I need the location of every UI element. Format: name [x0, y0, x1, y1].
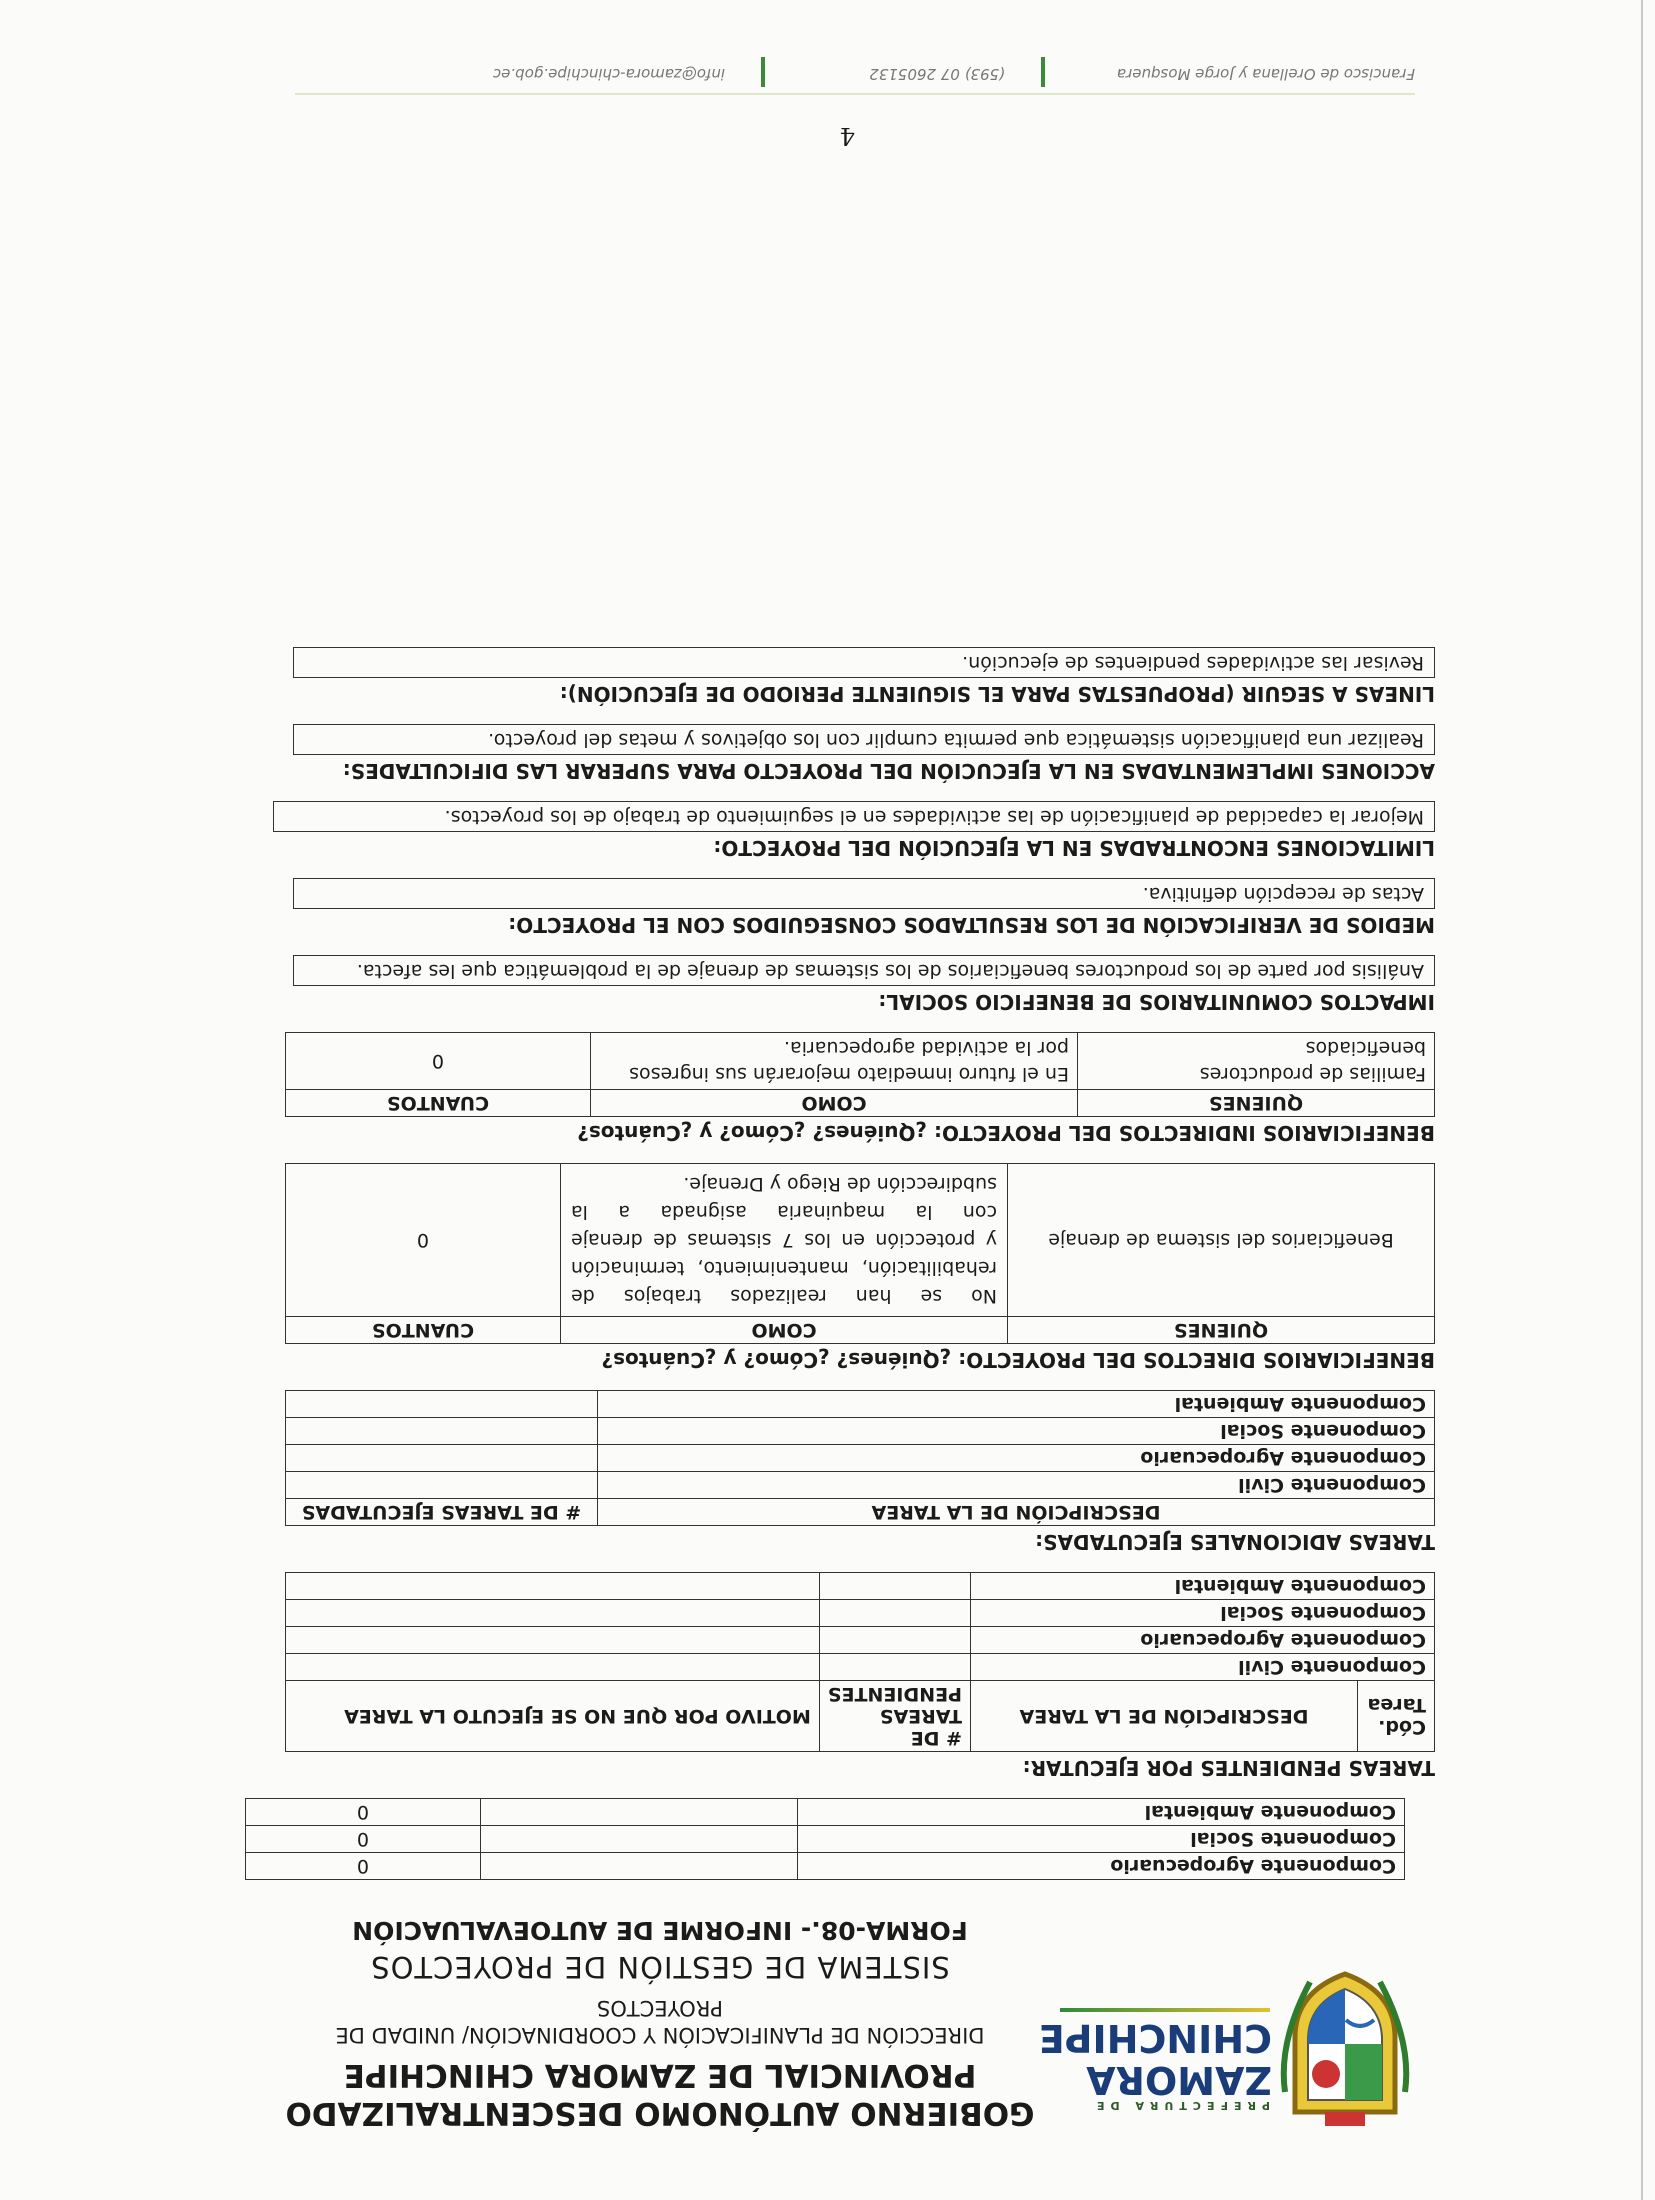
col-header-pending-count: # DE TAREAS PENDIENTES	[819, 1681, 970, 1752]
col-header-description: DESCRIPCIÓN DE LA TAREA	[598, 1499, 1435, 1526]
empty-cell	[286, 1391, 598, 1418]
additional-tasks-table	[285, 1390, 1435, 1526]
empty-cell	[286, 1573, 820, 1600]
value-cell: 0	[246, 1826, 481, 1853]
component-cell: Componente Agropecuario	[598, 1445, 1435, 1472]
coat-of-arms-icon	[1280, 1967, 1410, 2132]
empty-cell	[286, 1654, 820, 1681]
who-cell: Beneficiarios del sistema de drenaje	[1008, 1164, 1435, 1317]
col-header-code: Cód. Tarea	[1358, 1681, 1435, 1752]
empty-cell	[286, 1600, 820, 1627]
table-row	[286, 1654, 1435, 1681]
table-row	[246, 1799, 1405, 1826]
component-cell: Componente Ambiental	[598, 1391, 1435, 1418]
scan-edge	[1641, 0, 1643, 2200]
table-row	[286, 1391, 1435, 1418]
component-cell: Componente Civil	[598, 1472, 1435, 1499]
table-row	[286, 1627, 1435, 1654]
footer-address: Francisco de Orellana y Jorge Mosquera	[1116, 65, 1415, 83]
footer-separator	[761, 57, 765, 87]
component-cell: Componente Social	[798, 1826, 1405, 1853]
col-header-who: QUIENES	[1008, 1317, 1435, 1344]
component-cell: Componente Ambiental	[798, 1799, 1405, 1826]
count-cell: 0	[286, 1033, 591, 1090]
summary-table	[245, 1798, 1405, 1880]
table-row	[286, 1573, 1435, 1600]
prefecture-logo	[1038, 1940, 1410, 2140]
form-title: FORMA-08.- INFORME DE AUTOEVALUACIÓN	[352, 1916, 968, 1945]
government-title: GOBIERNO AUTÓNOMO DESCENTRALIZADO PROVINCIAL DE ZAMORA CHINCHIPE	[285, 2057, 1035, 2131]
col-header-how: COMO	[561, 1317, 1008, 1344]
empty-cell	[481, 1853, 798, 1880]
empty-cell	[819, 1573, 970, 1600]
page-header	[260, 1880, 1410, 2140]
pending-tasks-table	[285, 1572, 1435, 1752]
footer-email: info@zamora-chinchipe.gob.ec	[492, 65, 725, 83]
table-row	[286, 1600, 1435, 1627]
col-header-how-many: CUANTOS	[286, 1317, 561, 1344]
footer-separator	[1041, 57, 1045, 87]
indirect-beneficiaries-table	[285, 1032, 1435, 1117]
direct-beneficiaries-title: BENEFICIARIOS DIRECTOS DEL PROYECTO: ¿Quiénes? ¿Cómo? y ¿Cuántos?	[601, 1348, 1435, 1372]
empty-cell	[481, 1826, 798, 1853]
footer-phone: (593) 07 2605132	[869, 65, 1005, 83]
component-cell: Componente Social	[598, 1418, 1435, 1445]
system-title: SISTEMA DE GESTIÓN DE PROYECTOS	[370, 1950, 950, 1984]
form-content	[240, 647, 1435, 1880]
verification-text: Actas de recepción definitiva.	[293, 878, 1435, 909]
logo-prefectura-text: PREFECTURA DE	[1090, 2099, 1270, 2112]
component-cell: Componente Civil	[971, 1654, 1435, 1681]
value-cell: 0	[246, 1799, 481, 1826]
pending-tasks-title: TAREAS PENDIENTES POR EJECUTAR:	[1022, 1756, 1435, 1780]
department-title: DIRECCIÓN DE PLANIFICACIÓN Y COORDINACIÓN/ UNIDAD DE PROYECTOS	[335, 1996, 985, 2047]
col-header-reason: MOTIVO POR QUE NO SE EJECUTO LA TAREA	[286, 1681, 820, 1752]
empty-cell	[819, 1654, 970, 1681]
empty-cell	[286, 1627, 820, 1654]
empty-cell	[286, 1418, 598, 1445]
empty-cell	[481, 1799, 798, 1826]
empty-cell	[286, 1445, 598, 1472]
component-cell: Componente Ambiental	[971, 1573, 1435, 1600]
component-cell: Componente Agropecuario	[971, 1627, 1435, 1654]
page-number: 4	[839, 122, 855, 150]
table-row	[286, 1472, 1435, 1499]
verification-title: MEDIOS DE VERIFICACIÓN DE LOS RESULTADOS CONSEGUIDOS CON EL PROYECTO:	[508, 913, 1435, 937]
table-row	[286, 1164, 1435, 1317]
limitations-title: LIMITACIONES ENCONTRADAS EN LA EJECUCIÓN DEL PROYECTO:	[713, 836, 1435, 860]
how-cell: En el futuro inmediato mejorarán sus ingresos por la actividad agropecuaria.	[591, 1033, 1078, 1090]
logo-zamora-text: ZAMORA	[1086, 2058, 1272, 2102]
empty-cell	[819, 1627, 970, 1654]
community-impacts-text: Análisis por parte de los productores beneficiarios de los sistemas de drenaje de la problemática que les afecta.	[293, 955, 1435, 986]
next-period-title: LINEAS A SEGUIR (PROPUESTAS PARA EL SIGUIENTE PERIODO DE EJECUCIÓN):	[559, 682, 1435, 706]
table-row	[246, 1826, 1405, 1853]
empty-cell	[286, 1472, 598, 1499]
table-header-row	[286, 1317, 1435, 1344]
component-cell: Componente Agropecuario	[798, 1853, 1405, 1880]
limitations-text: Mejorar la capacidad de planificación de las actividades en el seguimiento de trabajo de los proyectos.	[273, 801, 1435, 832]
next-period-text: Revisar las actividades pendientes de ejecución.	[293, 647, 1435, 678]
component-cell: Componente Social	[971, 1600, 1435, 1627]
table-row	[246, 1853, 1405, 1880]
page-footer	[295, 55, 1415, 95]
who-cell: Familias de productores beneficiados	[1078, 1033, 1435, 1090]
count-cell: 0	[286, 1164, 561, 1317]
table-header-row	[286, 1499, 1435, 1526]
actions-title: ACCIONES IMPLEMENTADAS EN LA EJECUCIÓN DEL PROYECTO PARA SUPERAR LAS DIFICULTADES:	[342, 759, 1435, 783]
table-header-row	[286, 1681, 1435, 1752]
how-cell: No se han realizados trabajos de rehabilitación, mantenimiento, terminación y protección en los 7 sistemas de drenaje con la maquinaria asignada a la subdirección de Riego y Drenaje.	[561, 1164, 1008, 1317]
value-cell: 0	[246, 1853, 481, 1880]
logo-color-bar	[1060, 2008, 1270, 2012]
table-row	[286, 1445, 1435, 1472]
additional-tasks-title: TAREAS ADICIONALES EJECUTADAS:	[1035, 1530, 1435, 1554]
col-header-how-many: CUANTOS	[286, 1090, 591, 1117]
table-header-row	[286, 1090, 1435, 1117]
empty-cell	[819, 1600, 970, 1627]
table-row	[286, 1418, 1435, 1445]
footer-divider	[295, 93, 1415, 95]
col-header-who: QUIENES	[1078, 1090, 1435, 1117]
table-row	[286, 1033, 1435, 1090]
header-titles	[270, 1914, 1050, 2140]
community-impacts-title: IMPACTOS COMUNITARIOS DE BENEFICIO SOCIAL:	[878, 990, 1435, 1014]
col-header-how: COMO	[591, 1090, 1078, 1117]
col-header-executed-count: # DE TAREAS EJECUTADAS	[286, 1499, 598, 1526]
direct-beneficiaries-table	[285, 1163, 1435, 1344]
col-header-description: DESCRIPCIÓN DE LA TAREA	[971, 1681, 1358, 1752]
indirect-beneficiaries-title: BENEFICIARIOS INDIRECTOS DEL PROYECTO: ¿Quiénes? ¿Cómo? y ¿Cuántos?	[577, 1121, 1435, 1145]
logo-chinchipe-text: CHINCHIPE	[1038, 2016, 1272, 2060]
actions-text: Realizar una planificación sistemática que permita cumplir con los objetivos y metas del proyecto.	[293, 724, 1435, 755]
